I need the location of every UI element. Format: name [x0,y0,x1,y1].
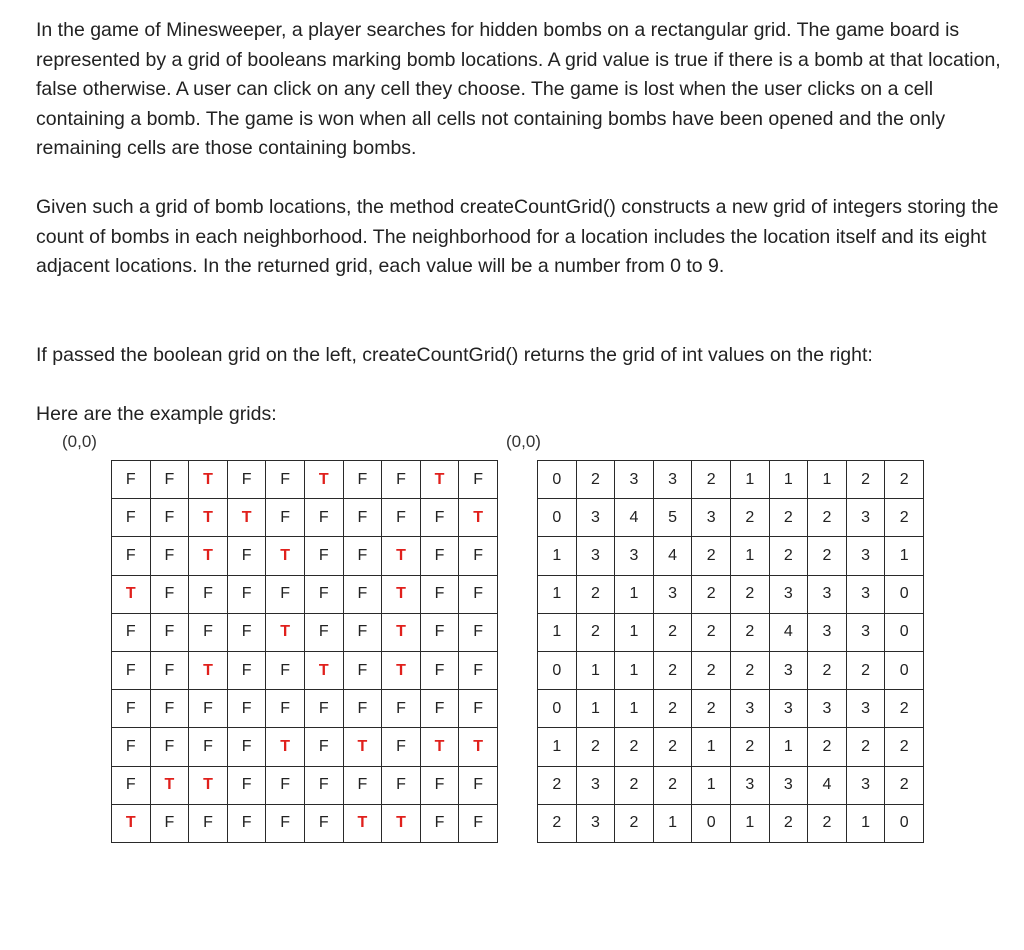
count-grid-cell: 3 [808,575,847,613]
bool-grid-cell: F [150,461,189,499]
bool-grid-cell: F [420,613,459,651]
count-grid-cell: 2 [730,499,769,537]
count-grid-cell: 3 [846,499,885,537]
bool-grid-cell: T [382,575,421,613]
grid-row [538,804,924,842]
bool-grid-cell: F [112,461,151,499]
grid-row [112,499,498,537]
bool-grid-cell: T [189,537,228,575]
bool-grid-cell: T [382,651,421,689]
bool-grid-cell: F [227,461,266,499]
count-grid-cell: 3 [808,613,847,651]
bool-grid-cell: F [112,499,151,537]
bool-grid-cell: T [420,461,459,499]
bool-grid-cell: T [227,499,266,537]
count-grid-cell: 2 [885,728,924,766]
count-grid-cell: 2 [692,613,731,651]
bool-grid-cell: F [382,728,421,766]
count-grid-cell: 2 [808,651,847,689]
count-grid-cell: 3 [846,766,885,804]
count-grid-cell: 2 [885,499,924,537]
count-grid-cell: 0 [885,613,924,651]
bool-grid-cell: F [150,613,189,651]
count-grid-cell: 3 [653,461,692,499]
count-grid-cell: 2 [576,613,615,651]
count-grid-cell: 2 [576,575,615,613]
example-intro-paragraph: If passed the boolean grid on the left, createCountGrid() returns the grid of int values on the right: [36,344,873,366]
bool-grid-cell: F [266,766,305,804]
bool-grid-cell: F [459,690,498,728]
count-grid-cell: 2 [692,651,731,689]
bool-grid-cell: F [227,728,266,766]
count-grid-cell: 3 [769,690,808,728]
count-grid-cell: 1 [653,804,692,842]
count-grid-cell: 1 [615,651,654,689]
count-grid-cell: 2 [885,766,924,804]
count-grid-cell: 1 [538,613,577,651]
bool-grid-cell: F [420,651,459,689]
count-grid-cell: 5 [653,499,692,537]
count-grid-cell: 1 [615,690,654,728]
count-grid-cell: 3 [576,499,615,537]
grid-row [538,613,924,651]
bool-grid-cell: F [382,766,421,804]
bool-grid-cell: F [266,461,305,499]
bool-grid-cell: T [112,804,151,842]
count-grid-cell: 1 [769,728,808,766]
count-grid-cell: 2 [885,461,924,499]
count-grid-cell: 2 [538,766,577,804]
count-grid-cell: 2 [653,690,692,728]
count-grid-cell: 1 [730,461,769,499]
count-grid-cell: 2 [615,728,654,766]
count-grid-cell: 1 [692,766,731,804]
count-grid-cell: 3 [576,804,615,842]
bool-grid-cell: F [343,461,382,499]
count-grid-cell: 2 [730,651,769,689]
count-grid-cell: 1 [538,728,577,766]
count-grid-cell: 2 [846,651,885,689]
bool-grid-cell: T [459,728,498,766]
bool-grid-cell: F [304,690,343,728]
bool-grid-cell: F [459,804,498,842]
count-grid-cell: 2 [653,613,692,651]
bool-grid-cell: F [304,804,343,842]
count-grid-cell: 1 [538,537,577,575]
bool-grid-cell: F [266,690,305,728]
bool-grid-cell: F [227,804,266,842]
bomb-count-grid [537,460,924,843]
grid-row [112,613,498,651]
grid-row [538,537,924,575]
count-grid-cell: 2 [615,804,654,842]
count-grid-origin-label: (0,0) [506,432,541,451]
count-grid-cell: 1 [576,690,615,728]
count-grid-cell: 1 [538,575,577,613]
count-grid-cell: 4 [769,613,808,651]
grid-row [112,651,498,689]
count-grid-cell: 1 [730,804,769,842]
bool-grid-cell: F [227,651,266,689]
bool-grid-cell: F [189,804,228,842]
count-grid-cell: 0 [538,461,577,499]
count-grid-cell: 3 [769,766,808,804]
count-grid-cell: 0 [692,804,731,842]
bool-grid-cell: F [382,461,421,499]
count-grid-cell: 2 [808,728,847,766]
count-grid-cell: 2 [576,461,615,499]
bool-grid-cell: F [227,575,266,613]
bool-grid-cell: F [343,613,382,651]
count-grid-cell: 2 [730,728,769,766]
count-grid-cell: 2 [769,804,808,842]
count-grid-cell: 3 [846,690,885,728]
bool-grid-cell: F [112,613,151,651]
grid-row [112,766,498,804]
count-grid-cell: 2 [692,537,731,575]
bool-grid-cell: F [459,461,498,499]
count-grid-cell: 3 [846,575,885,613]
count-grid-cell: 3 [576,766,615,804]
count-grid-cell: 1 [885,537,924,575]
grid-row [538,499,924,537]
bool-grid-cell: F [459,766,498,804]
bool-grid-cell: F [189,690,228,728]
count-grid-cell: 3 [615,537,654,575]
bool-grid-cell: F [420,690,459,728]
count-grid-cell: 2 [808,499,847,537]
bool-grid-cell: F [459,575,498,613]
count-grid-cell: 3 [615,461,654,499]
bool-grid-origin-label: (0,0) [62,432,97,451]
bool-grid-cell: T [112,575,151,613]
count-grid-cell: 4 [808,766,847,804]
intro-paragraph: In the game of Minesweeper, a player searches for hidden bombs on a rectangular grid. The game board is represented by a grid of booleans marking bomb locations. A grid value is true if there is a bomb at that location, false otherwise. A user can click on any cell they choose. The game is lost when the user clicks on a cell containing a bomb. The game is won when all cells not containing bombs have been opened and the only remaining cells are those containing bombs. [36,19,1001,160]
count-grid-cell: 1 [769,461,808,499]
grid-row [538,728,924,766]
count-grid-cell: 2 [692,575,731,613]
count-grid-cell: 2 [808,537,847,575]
bool-grid-cell: F [382,690,421,728]
count-grid-cell: 0 [538,499,577,537]
count-grid-cell: 2 [769,537,808,575]
bool-grid-cell: F [420,575,459,613]
bool-grid-cell: F [112,728,151,766]
bool-grid-cell: T [266,728,305,766]
bool-grid-cell: F [227,690,266,728]
grid-row [112,804,498,842]
grid-row [538,651,924,689]
bool-grid-cell: F [150,575,189,613]
grid-row [538,690,924,728]
count-grid-cell: 2 [846,728,885,766]
count-grid-cell: 2 [769,499,808,537]
bool-grid-cell: F [150,728,189,766]
bool-grid-cell: F [189,728,228,766]
bool-grid-cell: T [382,804,421,842]
bool-grid-cell: F [112,537,151,575]
count-grid-cell: 2 [653,728,692,766]
bool-grid-cell: F [227,613,266,651]
method-description-paragraph: Given such a grid of bomb locations, the method createCountGrid() constructs a new grid of integers storing the count of bombs in each neighborhood. The neighborhood for a location includes the location itself and its eight adjacent locations. In the returned grid, each value will be a number from 0 to 9. [36,196,999,278]
bool-grid-cell: F [343,690,382,728]
count-grid-cell: 3 [653,575,692,613]
bool-grid-cell: F [112,766,151,804]
count-grid-cell: 3 [846,537,885,575]
bool-grid-cell: T [343,804,382,842]
bool-grid-cell: F [189,613,228,651]
count-grid-cell: 3 [576,537,615,575]
count-grid-cell: 2 [653,651,692,689]
bomb-location-grid [111,460,498,843]
bool-grid-cell: T [459,499,498,537]
count-grid-cell: 3 [846,613,885,651]
bool-grid-cell: F [420,804,459,842]
bool-grid-cell: F [343,766,382,804]
bool-grid-cell: T [189,461,228,499]
count-grid-cell: 0 [885,575,924,613]
bool-grid-cell: T [189,766,228,804]
count-grid-cell: 4 [653,537,692,575]
bool-grid-cell: F [459,613,498,651]
bool-grid-cell: T [189,651,228,689]
bool-grid-cell: F [304,575,343,613]
count-grid-cell: 2 [808,804,847,842]
grid-row [538,461,924,499]
bool-grid-cell: F [420,537,459,575]
bool-grid-cell: F [150,537,189,575]
count-grid-cell: 3 [730,690,769,728]
bool-grid-cell: F [459,537,498,575]
count-grid-cell: 1 [615,575,654,613]
grid-row [538,766,924,804]
count-grid-cell: 1 [615,613,654,651]
count-grid-cell: 2 [846,461,885,499]
bool-grid-cell: F [304,537,343,575]
grid-row [112,461,498,499]
count-grid-cell: 2 [653,766,692,804]
bool-grid-cell: T [304,651,343,689]
bool-grid-cell: F [112,651,151,689]
count-grid-cell: 4 [615,499,654,537]
bool-grid-cell: F [304,728,343,766]
bool-grid-cell: F [343,651,382,689]
bool-grid-cell: F [420,499,459,537]
count-grid-cell: 1 [692,728,731,766]
bool-grid-cell: F [266,575,305,613]
count-grid-cell: 2 [885,690,924,728]
count-grid-cell: 0 [885,804,924,842]
grid-row [112,575,498,613]
count-grid-cell: 2 [615,766,654,804]
grid-row [112,690,498,728]
bool-grid-cell: F [343,499,382,537]
count-grid-cell: 0 [538,651,577,689]
count-grid-cell: 0 [885,651,924,689]
count-grid-cell: 1 [576,651,615,689]
bool-grid-cell: F [459,651,498,689]
bool-grid-cell: F [343,537,382,575]
grid-row [112,537,498,575]
count-grid-cell: 2 [730,613,769,651]
bool-grid-cell: F [112,690,151,728]
bool-grid-cell: F [150,690,189,728]
bool-grid-cell: F [304,766,343,804]
bool-grid-cell: F [150,651,189,689]
count-grid-cell: 2 [692,461,731,499]
count-grid-cell: 1 [846,804,885,842]
bool-grid-cell: F [304,499,343,537]
bool-grid-cell: T [189,499,228,537]
bool-grid-cell: T [420,728,459,766]
count-grid-cell: 3 [692,499,731,537]
count-grid-cell: 3 [769,575,808,613]
count-grid-cell: 3 [808,690,847,728]
grid-row [538,575,924,613]
count-grid-cell: 2 [692,690,731,728]
count-grid-cell: 3 [730,766,769,804]
bool-grid-cell: F [266,804,305,842]
bool-grid-cell: F [227,766,266,804]
example-grids-heading: Here are the example grids: [36,403,277,425]
count-grid-cell: 2 [730,575,769,613]
bool-grid-cell: F [382,499,421,537]
bool-grid-cell: T [382,537,421,575]
count-grid-cell: 3 [769,651,808,689]
bool-grid-cell: F [227,537,266,575]
bool-grid-cell: F [420,766,459,804]
bool-grid-cell: T [343,728,382,766]
count-grid-cell: 2 [538,804,577,842]
bool-grid-cell: F [150,804,189,842]
bool-grid-cell: F [266,499,305,537]
bool-grid-cell: F [189,575,228,613]
bool-grid-cell: T [150,766,189,804]
count-grid-cell: 1 [730,537,769,575]
bool-grid-cell: F [150,499,189,537]
count-grid-cell: 1 [808,461,847,499]
grid-row [112,728,498,766]
count-grid-cell: 0 [538,690,577,728]
bool-grid-cell: F [343,575,382,613]
bool-grid-cell: T [304,461,343,499]
bool-grid-cell: F [266,651,305,689]
bool-grid-cell: T [266,537,305,575]
bool-grid-cell: T [266,613,305,651]
count-grid-cell: 2 [576,728,615,766]
bool-grid-cell: F [304,613,343,651]
bool-grid-cell: T [382,613,421,651]
